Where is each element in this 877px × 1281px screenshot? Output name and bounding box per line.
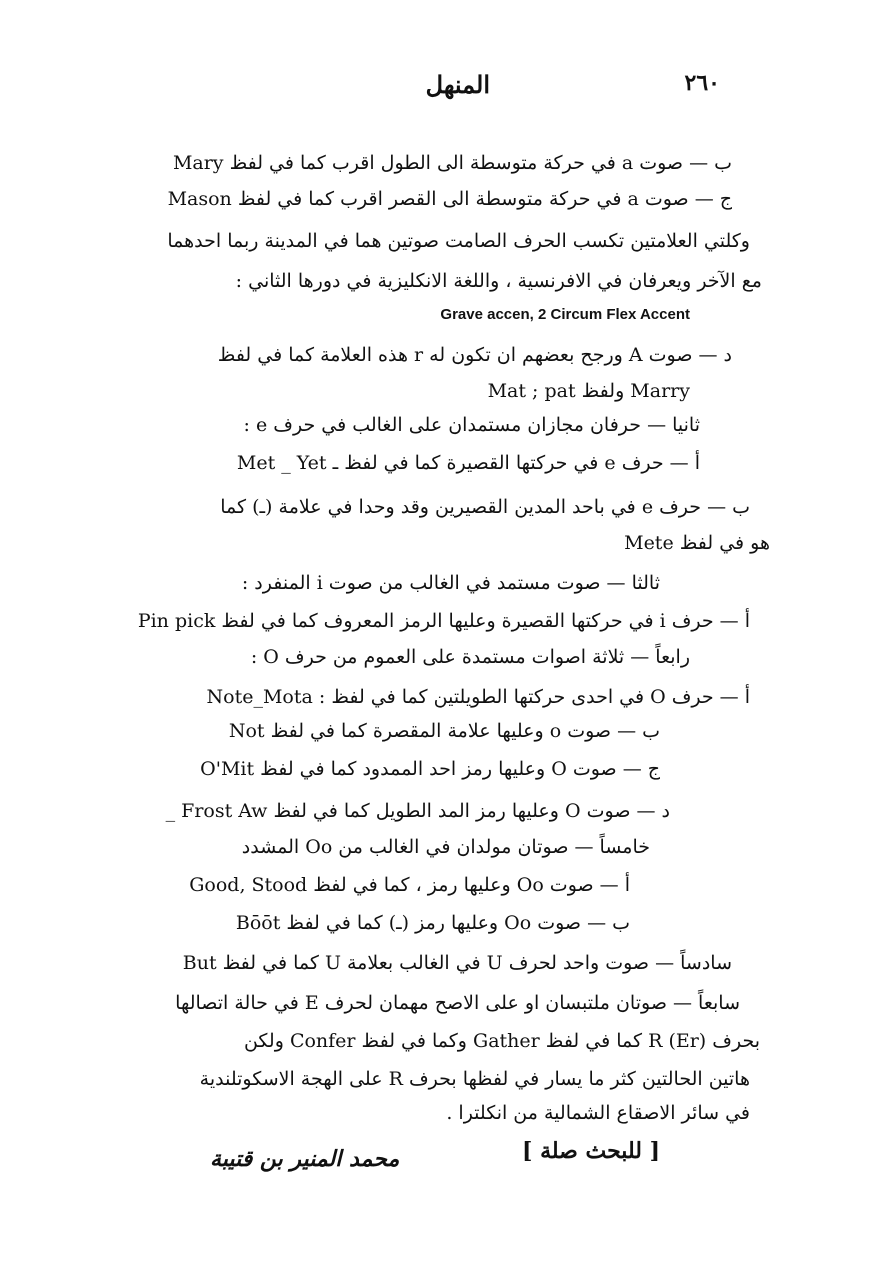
author-signature: محمد المنير بن قتيبة: [210, 1146, 400, 1172]
text-line: سابعاً — صوتان ملتبسان او على الاصح مهمان لحرف E في حالة اتصالها: [175, 992, 740, 1014]
text-line: أ — حرف i في حركتها القصيرة وعليها الرمز المعروف كما في لفظ Pin pick: [137, 610, 750, 632]
text-line: سادساً — صوت واحد لحرف U في الغالب بعلامة U كما في لفظ But: [182, 952, 732, 974]
text-line: ب — صوت Oo وعليها رمز (ـ) كما في لفظ Bōōt: [235, 912, 630, 934]
text-line: ب — صوت o وعليها علامة المقصرة كما في لفظ Not: [228, 720, 660, 742]
text-line: ثانيا — حرفان مجازان مستمدان على الغالب في حرف e :: [243, 414, 700, 436]
text-line: وكلتي العلامتين تكسب الحرف الصامت صوتين هما في المدينة ربما احدهما: [167, 230, 750, 252]
text-line: هاتين الحالتين كثر ما يسار في لفظها بحرف R على الهجة الاسكوتلندية: [199, 1068, 750, 1090]
text-line: مع الآخر ويعرفان في الافرنسية ، واللغة الانكليزية في دورها الثاني :: [235, 270, 762, 292]
text-line: ثالثا — صوت مستمد في الغالب من صوت i المنفرد :: [241, 572, 660, 594]
text-line: Grave accen, 2 Circum Flex Accent: [440, 306, 690, 323]
text-line: أ — حرف e في حركتها القصيرة كما في لفظ ـ Met _ Yet: [236, 452, 700, 474]
text-line: هو في لفظ Mete: [624, 532, 770, 554]
text-line: خامساً — صوتان مولدان في الغالب من Oo المشدد: [241, 836, 650, 858]
text-line: بحرف R (Er) كما في لفظ Gather وكما في لفظ Confer ولكن: [243, 1030, 760, 1052]
text-line: رابعاً — ثلاثة اصوات مستمدة على العموم من حرف O :: [250, 646, 690, 668]
page-number: ٢٦٠: [684, 70, 720, 96]
text-line: في سائر الاصقاع الشمالية من انكلترا .: [446, 1102, 750, 1124]
text-line: د — صوت O وعليها رمز المد الطويل كما في لفظ Frost Aw _: [165, 800, 670, 822]
page-header: [160, 70, 720, 110]
continuation-note: [ للبحث صلة ]: [522, 1138, 660, 1164]
text-line: أ — حرف O في احدى حركتها الطويلتين كما في لفظ : Note_Mota: [206, 686, 750, 708]
text-line: Mat ; pat ولفظ Marry: [487, 380, 690, 402]
text-line: ج — صوت a في حركة متوسطة الى القصر اقرب كما في لفظ Mason: [167, 188, 732, 210]
text-line: ب — حرف e في باحد المدين القصيرين وقد وحدا في علامة (ـ) كما: [220, 496, 750, 518]
text-line: ج — صوت O وعليها رمز احد الممدود كما في لفظ O'Mit: [200, 758, 660, 780]
text-line: د — صوت A ورجح بعضهم ان تكون له r هذه العلامة كما في لفظ: [217, 344, 732, 366]
text-line: أ — صوت Oo وعليها رمز ، كما في لفظ Good, Stood: [189, 874, 630, 896]
running-title: المنهل: [425, 70, 490, 99]
page-footer: [200, 1138, 680, 1188]
text-line: ب — صوت a في حركة متوسطة الى الطول اقرب كما في لفظ Mary: [172, 152, 732, 174]
